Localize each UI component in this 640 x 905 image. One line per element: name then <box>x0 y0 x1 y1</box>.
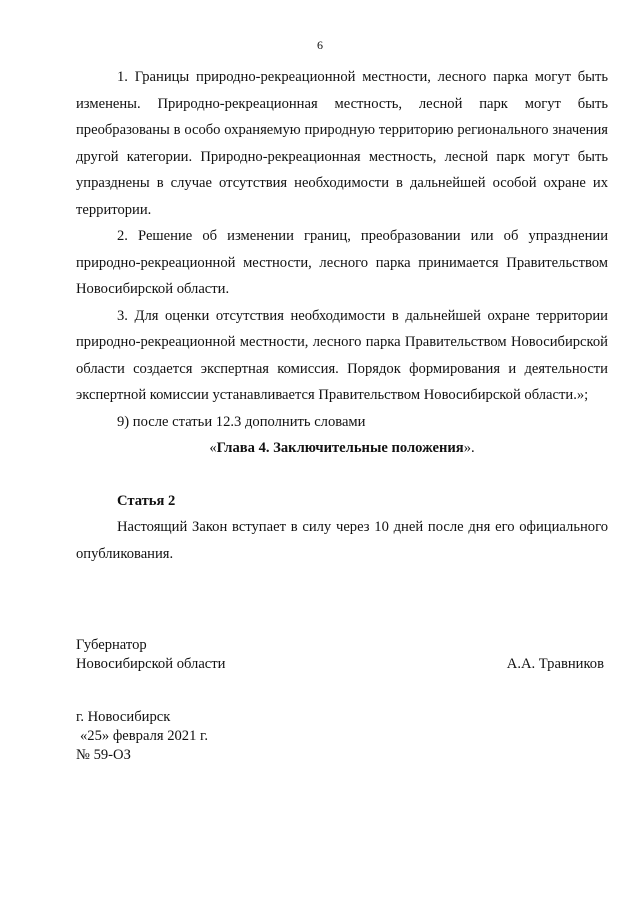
paragraph-1: 1. Границы природно-рекреационной местности, лесного парка могут быть изменены. Природно-рекреационная местность, лесной парк могут быть преобразованы в особо охраняемую природную территорию регионального значения другой категории. Природно-рекреационная местность, лесной парк могут быть упразднены в случае отсутствия необходимости в дальнейшей особой охране их территории. <box>76 69 608 218</box>
law-number: № 59-ОЗ <box>76 747 131 763</box>
chapter-open-quote: « <box>209 440 217 456</box>
spacer <box>76 462 608 488</box>
paragraph-3: 3. Для оценки отсутствия необходимости в дальнейшей охране территории природно-рекреационной местности, лесного парка Правительством Новосибирской области создается экспертная комиссия. Порядок формирования и деятельности экспертной комиссии устанавливается Правительством Новосибирской области.»; <box>76 307 608 403</box>
date: «25» февраля 2021 г. <box>80 728 209 744</box>
paragraph-amendment: 9) после статьи 12.3 дополнить словами <box>117 413 366 430</box>
article-text: Настоящий Закон вступает в силу через 10 дней после дня его официального опубликования. <box>76 519 608 562</box>
page-number: 6 <box>317 38 323 52</box>
article-heading: Статья 2 <box>117 492 176 509</box>
city: г. Новосибирск <box>76 709 171 725</box>
signature-title-1: Губернатор <box>76 637 147 653</box>
document-body <box>76 64 608 567</box>
signature-name: А.А. Травников <box>506 656 604 672</box>
signature-block <box>76 636 608 674</box>
paragraph-2: 2. Решение об изменении границ, преобразовании или об упразднении природно-рекреационной местности, лесного парка принимается Правительством Новосибирской области. <box>76 228 608 297</box>
signature-title-2: Новосибирской области <box>76 656 226 672</box>
signature-row <box>76 655 608 674</box>
place-date-block <box>76 708 208 765</box>
chapter-title: Глава 4. Заключительные положения <box>216 440 464 456</box>
chapter-line <box>76 435 608 462</box>
chapter-close-quote: ». <box>463 440 475 456</box>
